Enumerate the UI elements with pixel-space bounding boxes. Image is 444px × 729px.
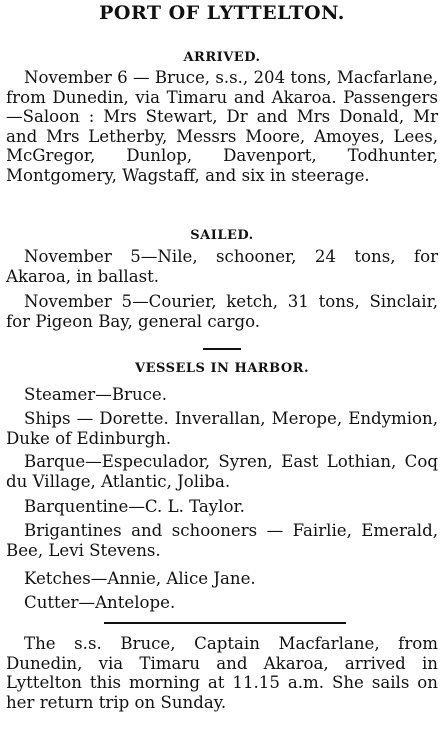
page-title: PORT OF LYTTELTON. bbox=[99, 2, 345, 24]
notice-divider bbox=[104, 622, 346, 624]
harbor-entry-steamer: Steamer—Bruce. bbox=[24, 385, 168, 404]
section-divider bbox=[203, 348, 241, 350]
sailed-heading: SAILED. bbox=[190, 228, 254, 243]
harbor-entry-brigantines: Brigantines and schooners — Fairlie, Emerald, Bee, Levi Stevens. bbox=[6, 521, 438, 560]
harbor-entry-ketches: Ketches—Annie, Alice Jane. bbox=[24, 569, 256, 588]
arrival-notice: The s.s. Bruce, Captain Macfarlane, from Dunedin, via Timaru and Akaroa, arrived in Lyttelton this morning at 11.15 a.m. She sails on her return trip on Sunday. bbox=[6, 634, 438, 712]
arrived-paragraph: November 6 — Bruce, s.s., 204 tons, Macfarlane, from Dunedin, via Timaru and Akaroa. Passengers—Saloon : Mrs Stewart, Dr and Mrs Donald, Mr and Mrs Letherby, Messrs Moore, Amoyes, Lees, McGregor, Dunlop, Davenport, Todhunter, Montgomery, Wagstaff, and six in steerage. bbox=[6, 68, 438, 185]
in-harbor-heading: VESSELS IN HARBOR. bbox=[135, 361, 309, 376]
sailed-entry-nile: November 5—Nile, schooner, 24 tons, for Akaroa, in ballast. bbox=[6, 247, 438, 286]
sailed-entry-courier: November 5—Courier, ketch, 31 tons, Sinclair, for Pigeon Bay, general cargo. bbox=[6, 292, 438, 331]
harbor-entry-barque: Barque—Especulador, Syren, East Lothian, Coq du Village, Atlantic, Joliba. bbox=[6, 452, 438, 491]
harbor-entry-ships: Ships — Dorette. Inverallan, Merope, Endymion, Duke of Edinburgh. bbox=[6, 409, 438, 448]
harbor-entry-barquentine: Barquentine—C. L. Taylor. bbox=[24, 497, 245, 516]
harbor-entry-cutter: Cutter—Antelope. bbox=[24, 593, 176, 612]
arrived-heading: ARRIVED. bbox=[183, 50, 261, 65]
